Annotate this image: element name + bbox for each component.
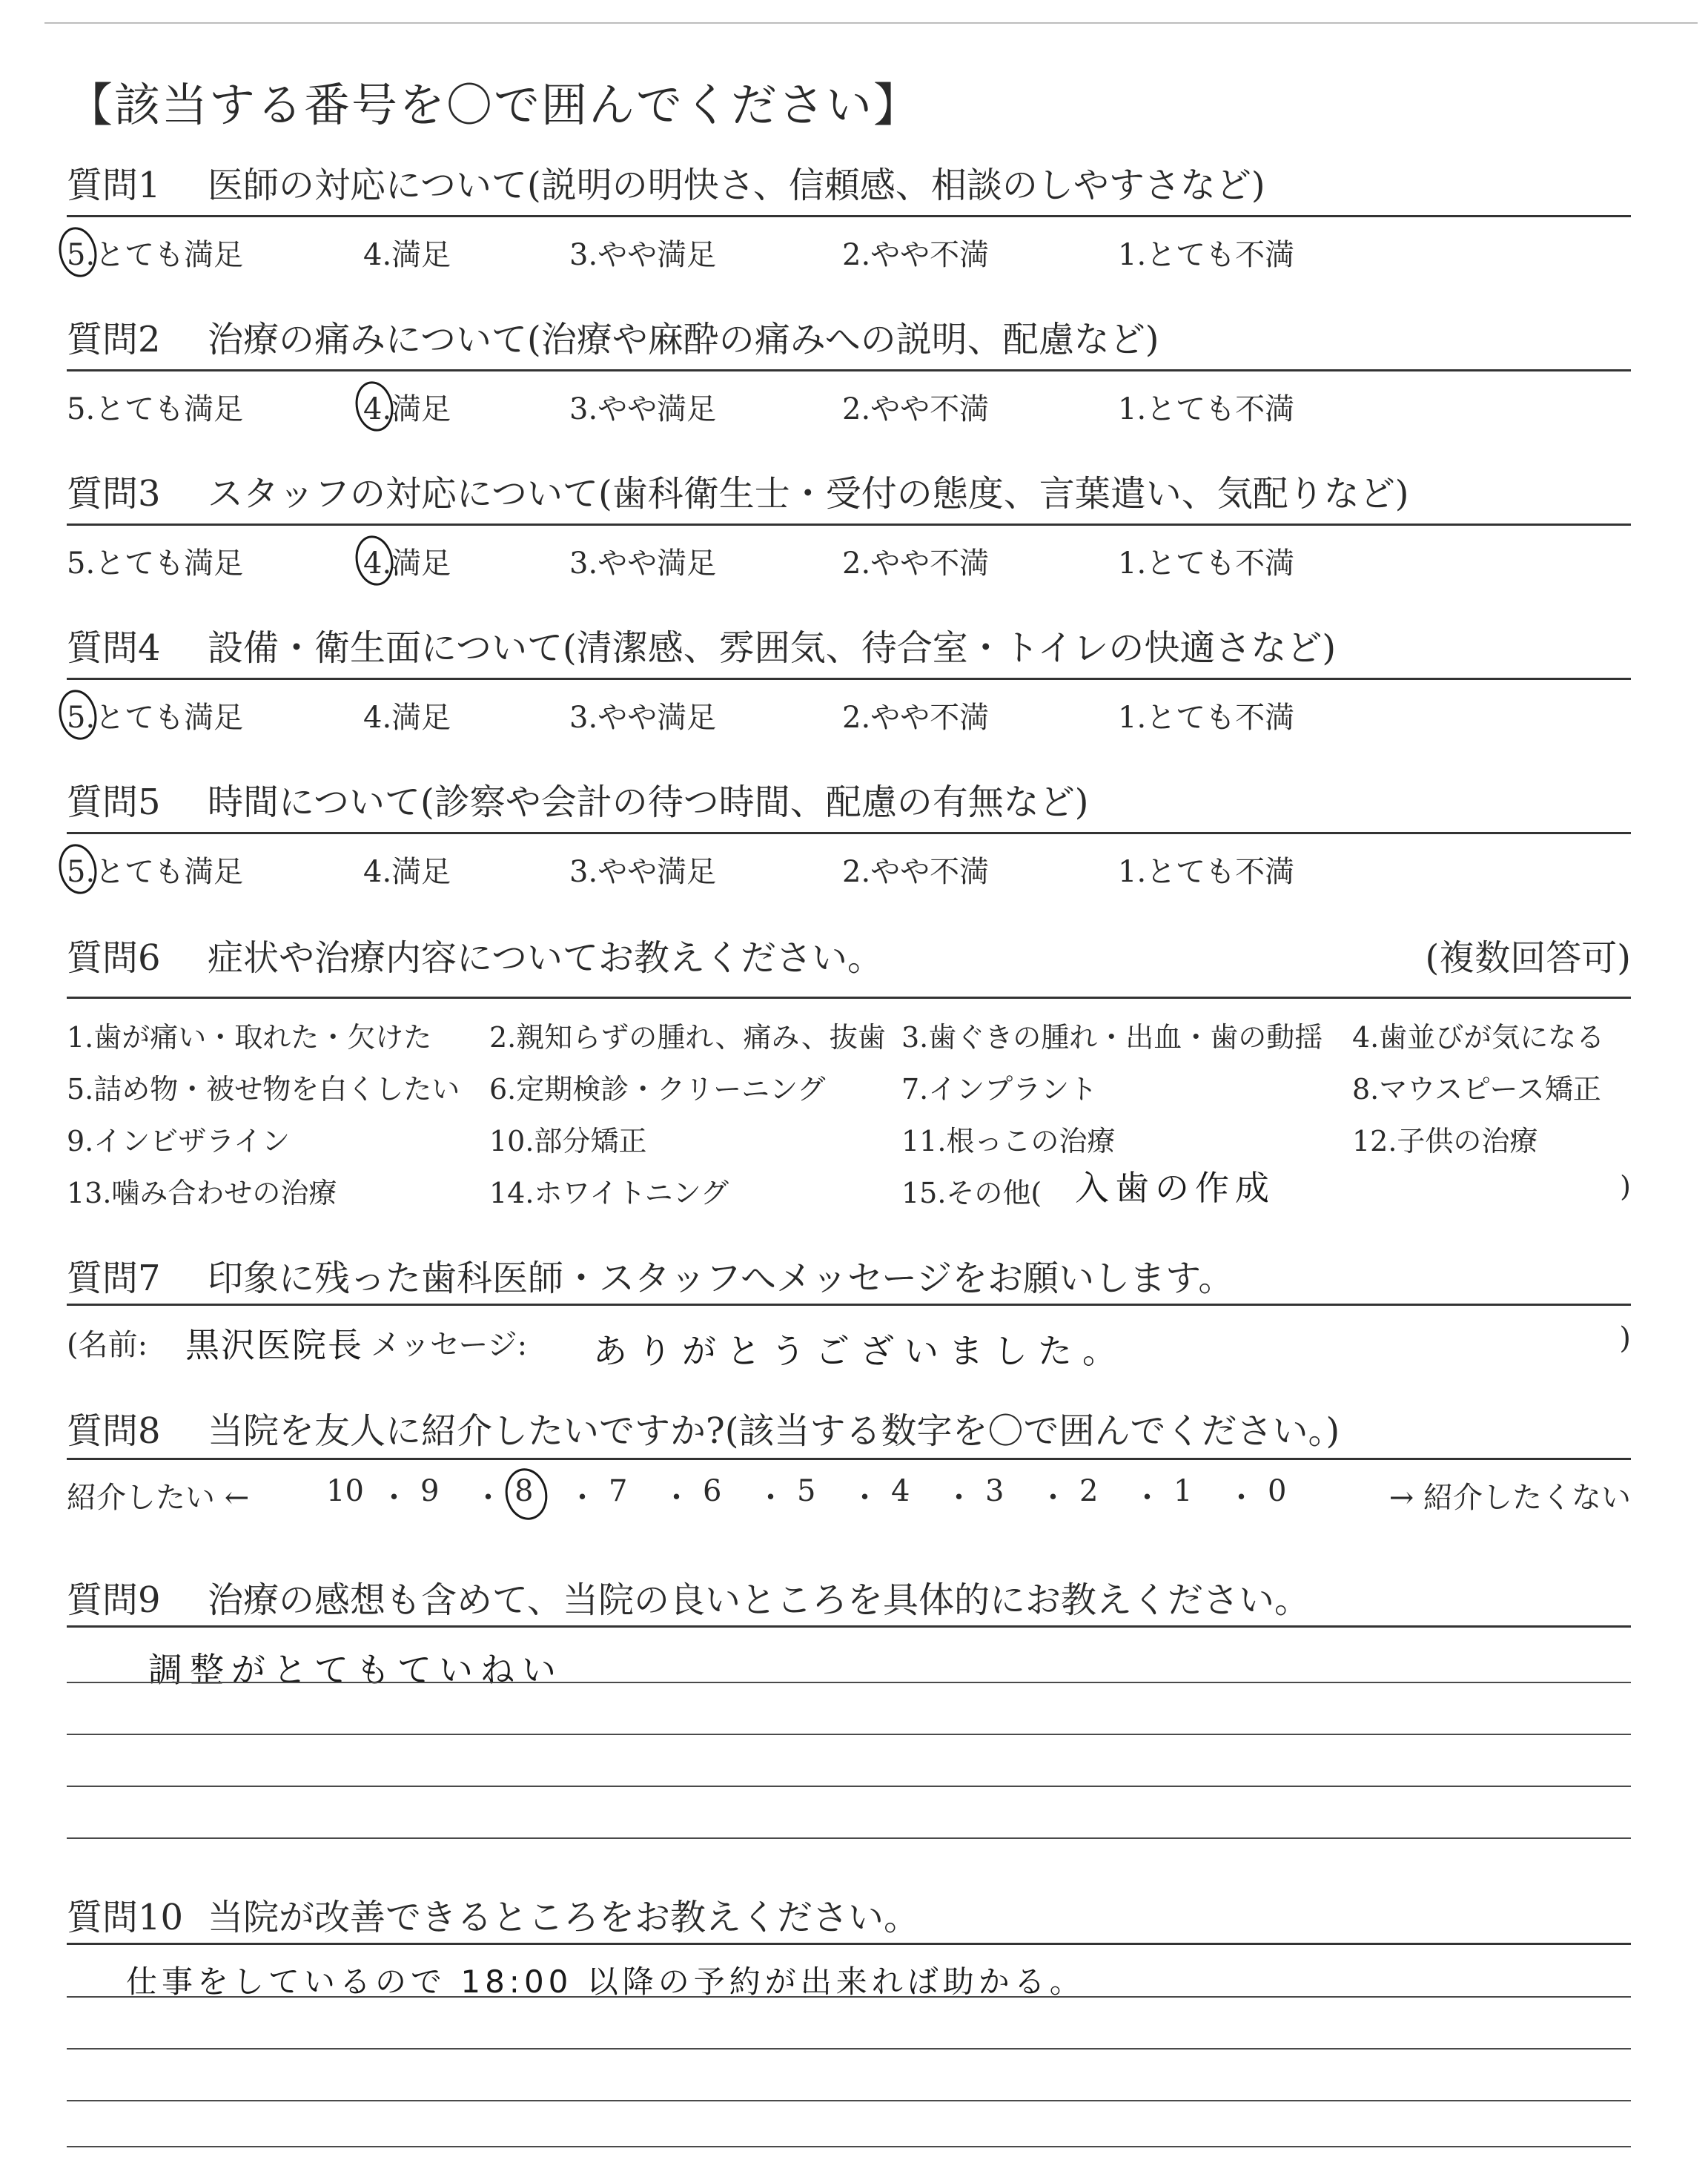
question-text: 印象に残った歯科医師・スタッフへメッセージをお願いします。: [208, 1258, 1234, 1299]
answer-line: [67, 1996, 1631, 1998]
answer-line: [67, 1837, 1631, 1839]
rating-option-4[interactable]: 4.満足: [363, 238, 451, 272]
rating-option-1[interactable]: 1.とても不満: [1118, 701, 1295, 735]
rating-option-2[interactable]: 2.やや不満: [842, 855, 990, 889]
recommend-score-1[interactable]: 1: [1174, 1474, 1193, 1508]
rating-option-3[interactable]: 3.やや満足: [569, 701, 717, 735]
recommend-score-9[interactable]: 9: [420, 1474, 440, 1508]
top-divider: [44, 22, 1698, 24]
question-text: 症状や治療内容についてお教えください。: [208, 937, 884, 979]
rating-option-3[interactable]: 3.やや満足: [569, 392, 717, 426]
symptom-option[interactable]: 10.部分矯正: [489, 1125, 647, 1157]
name-label: (名前:: [67, 1328, 148, 1362]
symptom-option[interactable]: 7.インプラント: [901, 1073, 1098, 1106]
rating-option-1[interactable]: 1.とても不満: [1118, 238, 1295, 272]
rating-option-3[interactable]: 3.やや満足: [569, 855, 717, 889]
question-number: 質問6: [67, 937, 161, 979]
question-rule: [67, 215, 1631, 217]
rating-option-5[interactable]: 5.とても満足: [67, 546, 244, 581]
rating-option-2[interactable]: 2.やや不満: [842, 392, 990, 426]
rating-option-5[interactable]: 5.とても満足: [67, 701, 244, 735]
handwritten-good-points: 調整がとてもていねい: [148, 1650, 563, 1690]
recommend-left-label: 紹介したい ←: [67, 1481, 250, 1515]
recommend-score-5[interactable]: 5: [797, 1474, 816, 1508]
handwritten-other: 入歯の作成: [1075, 1168, 1275, 1208]
question-rule: [67, 524, 1631, 526]
handwritten-name: 黒沢医院長: [185, 1325, 363, 1365]
rating-option-3[interactable]: 3.やや満足: [569, 546, 717, 581]
question-rule: [67, 369, 1631, 371]
symptom-option[interactable]: 9.インビザライン: [67, 1125, 291, 1157]
question-text: 当院が改善できるところをお教えください。: [208, 1897, 920, 1938]
rating-option-4[interactable]: 4.満足: [363, 392, 451, 426]
recommend-score-4[interactable]: 4: [891, 1474, 910, 1508]
question-2: [67, 319, 1631, 426]
question-6-title: [67, 937, 1631, 979]
rating-option-3[interactable]: 3.やや満足: [569, 238, 717, 272]
question-text: 医師の対応について(説明の明快さ、信頼感、相談のしやすさなど): [208, 165, 1265, 206]
question-title: [67, 473, 1631, 515]
scale-separator: ・: [379, 1481, 409, 1515]
question-number: 質問8: [67, 1410, 161, 1452]
question-title: [67, 165, 1631, 206]
rating-option-1[interactable]: 1.とても不満: [1118, 855, 1295, 889]
answer-line: [67, 1682, 1631, 1683]
question-number: 質問9: [67, 1579, 161, 1621]
answer-line: [67, 2146, 1631, 2147]
scale-separator: ・: [473, 1481, 503, 1515]
question-4: [67, 627, 1631, 735]
recommend-right-label: → 紹介したくない: [1388, 1481, 1631, 1515]
rating-option-5[interactable]: 5.とても満足: [67, 238, 244, 272]
selected-circle-mark: [500, 1464, 552, 1524]
symptom-option[interactable]: 8.マウスピース矯正: [1352, 1073, 1601, 1106]
question-title: [67, 627, 1631, 669]
recommend-score-6[interactable]: 6: [703, 1474, 722, 1508]
recommend-score-0[interactable]: 0: [1268, 1474, 1287, 1508]
close-paren: ): [1619, 1321, 1631, 1355]
question-rule: [67, 832, 1631, 834]
symptom-option[interactable]: 2.親知らずの腫れ、痛み、抜歯: [489, 1021, 886, 1054]
answer-line: [67, 1734, 1631, 1735]
scale-separator: ・: [1132, 1481, 1162, 1515]
recommend-score-10[interactable]: 10: [326, 1474, 364, 1508]
rating-option-4[interactable]: 4.満足: [363, 855, 451, 889]
rating-option-1[interactable]: 1.とても不満: [1118, 546, 1295, 581]
question-number: 質問1: [67, 165, 161, 206]
rating-option-5[interactable]: 5.とても満足: [67, 855, 244, 889]
question-number: 質問4: [67, 627, 161, 669]
rating-options: [67, 540, 1631, 584]
scale-separator: ・: [850, 1481, 880, 1515]
question-5: [67, 782, 1631, 889]
rating-option-5[interactable]: 5.とても満足: [67, 392, 244, 426]
question-text: 設備・衛生面について(清潔感、雰囲気、待合室・トイレの快適さなど): [208, 627, 1337, 669]
question-3: [67, 473, 1631, 581]
rating-options: [67, 231, 1631, 276]
question-rule: [67, 678, 1631, 680]
answer-line: [67, 2100, 1631, 2101]
symptom-option[interactable]: 6.定期検診・クリーニング: [489, 1073, 826, 1106]
question-rule: [67, 1625, 1631, 1628]
question-rule: [67, 1943, 1631, 1945]
scale-separator: ・: [755, 1481, 786, 1515]
question-title: [67, 782, 1631, 823]
question-8-title: [67, 1410, 1631, 1452]
symptom-option[interactable]: 1.歯が痛い・取れた・欠けた: [67, 1021, 432, 1054]
question-number: 質問10: [67, 1897, 184, 1938]
multiple-answers-note: (複数回答可): [1425, 937, 1631, 979]
question-rule: [67, 997, 1631, 999]
question-rule: [67, 1458, 1631, 1460]
symptom-option[interactable]: 4.歯並びが気になる: [1352, 1021, 1605, 1054]
question-9: [67, 1579, 1631, 1690]
rating-options: [67, 386, 1631, 430]
question-text: スタッフの対応について(歯科衛生士・受付の態度、言葉遣い、気配りなど): [208, 473, 1409, 515]
recommend-score-8[interactable]: 8: [514, 1474, 534, 1508]
rating-options: [67, 848, 1631, 893]
question-text: 治療の痛みについて(治療や麻酔の痛みへの説明、配慮など): [208, 319, 1159, 360]
rating-option-2[interactable]: 2.やや不満: [842, 546, 990, 581]
answer-line: [67, 1786, 1631, 1787]
handwritten-message: ありがとうございました。: [593, 1331, 1127, 1371]
symptom-option[interactable]: 13.噛み合わせの治療: [67, 1177, 337, 1209]
question-9-title: [67, 1579, 1631, 1621]
question-rule: [67, 1304, 1631, 1306]
symptom-option[interactable]: 14.ホワイトニング: [489, 1177, 729, 1209]
question-7-title: [67, 1258, 1631, 1299]
rating-option-2[interactable]: 2.やや不満: [842, 238, 990, 272]
scale-separator: ・: [1038, 1481, 1068, 1515]
answer-line: [67, 2048, 1631, 2050]
recommend-score-2[interactable]: 2: [1079, 1474, 1099, 1508]
question-10-title: [67, 1897, 1631, 1938]
question-number: 質問5: [67, 782, 161, 823]
symptom-option[interactable]: 11.根っこの治療: [901, 1125, 1116, 1157]
rating-options: [67, 694, 1631, 739]
handwritten-improvements: 仕事をしているので 18:00 以降の予約が出来れば助かる。: [126, 1964, 1085, 2000]
question-7: [67, 1258, 1631, 1371]
rating-option-4[interactable]: 4.満足: [363, 701, 451, 735]
rating-option-2[interactable]: 2.やや不満: [842, 701, 990, 735]
question-number: 質問3: [67, 473, 161, 515]
rating-option-4[interactable]: 4.満足: [363, 546, 451, 581]
question-number: 質問2: [67, 319, 161, 360]
instruction-header: 【該当する番号を〇で囲んでください】: [67, 78, 921, 132]
symptom-option[interactable]: 5.詰め物・被せ物を白くしたい: [67, 1073, 460, 1106]
rating-option-1[interactable]: 1.とても不満: [1118, 392, 1295, 426]
scale-separator: ・: [1226, 1481, 1257, 1515]
recommend-score-7[interactable]: 7: [609, 1474, 628, 1508]
question-text: 当院を友人に紹介したいですか?(該当する数字を〇で囲んでください。): [208, 1410, 1340, 1452]
scale-separator: ・: [944, 1481, 974, 1515]
question-10: [67, 1897, 1631, 2000]
question-text: 時間について(診察や会計の待つ時間、配慮の有無など): [208, 782, 1089, 823]
question-number: 質問7: [67, 1258, 161, 1299]
question-text: 治療の感想も含めて、当院の良いところを具体的にお教えください。: [208, 1579, 1311, 1621]
scale-separator: ・: [567, 1481, 598, 1515]
symptom-option[interactable]: 12.子供の治療: [1352, 1125, 1538, 1157]
question-1: [67, 165, 1631, 272]
recommend-score-3[interactable]: 3: [985, 1474, 1004, 1508]
question-6: [67, 937, 1631, 1209]
question-title: [67, 319, 1631, 360]
question-8: [67, 1410, 1631, 1515]
scale-separator: ・: [661, 1481, 692, 1515]
symptom-option[interactable]: 3.歯ぐきの腫れ・出血・歯の動揺: [901, 1021, 1323, 1054]
message-label: メッセージ:: [371, 1328, 528, 1362]
symptom-option[interactable]: 15.その他(: [901, 1177, 1042, 1209]
other-close-paren: ): [1620, 1170, 1631, 1203]
